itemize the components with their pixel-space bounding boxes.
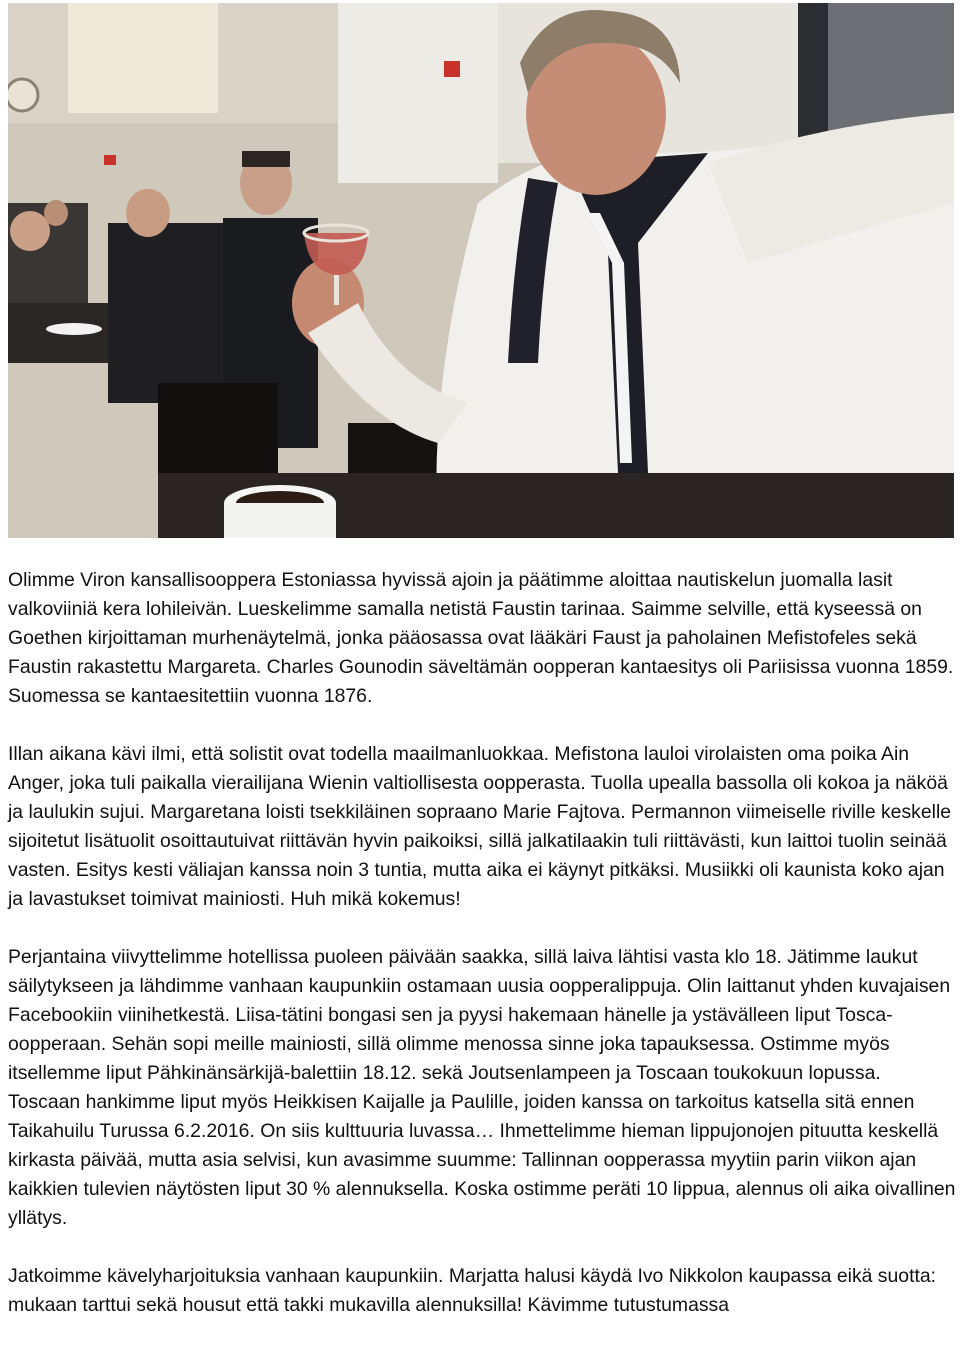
paragraph-3: Perjantaina viivyttelimme hotellissa puoleen päivään saakka, sillä laiva lähtisi vasta klo 18. Jätimme laukut säilytykseen ja lähdimme vanhaan kaupunkiin ostamaan uusia oopperalippuja. Olin laittanut yhden kuvajaisen Facebookiin viinihetkestä. Liisa-tätini bongasi sen ja pyysi hakemaan hänelle ja ystävälleen liput Tosca-oopperaan. Sehän sopi meille mainiosti, sillä olimme menossa sinne joka tapauksessa. Ostimme myös itsellemme liput Pähkinänsärkijä-balettiin 18.12. sekä Joutsenlampeen ja Toscaan toukokuun lopussa. Toscaan hankimme liput myös Heikkisen Kaijalle ja Paulille, joiden kanssa on tarkoitus katsella sitä ennen Taikahuilu Turussa 6.2.2016. On siis kulttuuria luvassa… Ihmettelimme hieman lippujonojen pituutta keskellä kirkasta päivää, mutta asia selvisi, kun avasimme suumme: Tallinnan oopperassa myytiin parin viikon ajan kaikkien tulevien näytösten liput 30 % alennuksella. Koska ostimme peräti 10 lippua, alennus oli aika oivallinen yllätys. [8,946,956,1229]
paragraph-2: Illan aikana kävi ilmi, että solistit ovat todella maailmanluokkaa. Mefistona lauloi virolaisten oma poika Ain Anger, joka tuli paikalla vierailijana Wienin valtiollisesta oopperasta. Tuolla upealla bassolla oli kokoa ja näköä ja laulukin sujui. Margaretana loisti tsekkiläinen sopraano Marie Fajtova. Permannon viimeiselle riville keskelle sijoitetut lisätuolit osoittautuivat riittävän hyvin paikoiksi, sillä jalkatilaakin tuli riittävästi, kun laittoi tuolin seinää vasten. Esitys kesti väliajan kanssa noin 3 tuntia, mutta aika ei käynyt pitkäksi. Musiikki oli kaunista koko ajan ja lavastukset toimivat mainiosti. Huh mikä kokemus! [8,743,952,910]
paragraph-4: Jatkoimme kävelyharjoituksia vanhaan kaupunkiin. Marjatta halusi käydä Ivo Nikkolon kaupassa eikä suotta: mukaan tarttui sekä housut että takki mukavilla alennuksilla! Kävimme tutustumassa [8,1265,937,1316]
photo-man-with-glass [8,3,954,538]
paragraph-1: Olimme Viron kansallisooppera Estoniassa hyvissä ajoin ja päätimme aloittaa nautiskelun juomalla lasit valkoviiniä kera lohileivän. Lueskelimme samalla netistä Faustin tarinaa. Saimme selville, että kyseessä on Goethen kirjoittaman murhenäytelmä, jonka pääosassa ovat lääkäri Faust ja paholainen Mefistofeles sekä Faustin rakastettu Margareta. Charles Gounodin säveltämän oopperan kantaesitys oli Pariisissa vuonna 1859. Suomessa se kantaesitettiin vuonna 1876. [8,569,954,707]
article-body [8,566,956,1349]
photo-illustration [8,3,954,538]
